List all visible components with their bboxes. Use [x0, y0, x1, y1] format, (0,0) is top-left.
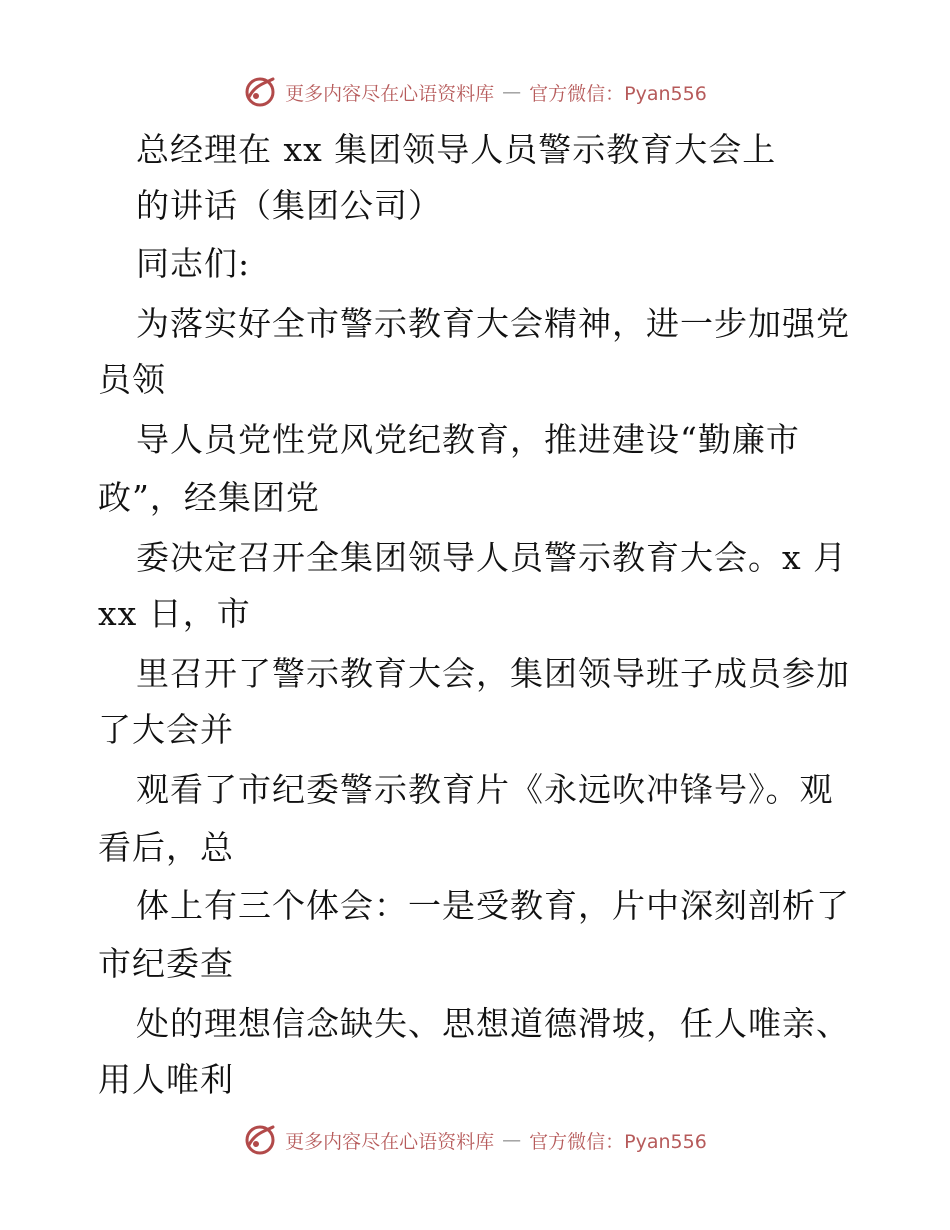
- text-line: 为落实好全市警示教育大会精神，进一步加强党: [136, 304, 850, 343]
- text-line: 用人唯利: [98, 1060, 234, 1099]
- watermark-main-text: 更多内容尽在心语资料库: [285, 1130, 495, 1153]
- watermark-logo-icon: [243, 75, 277, 109]
- text-line: 里召开了警示教育大会，集团领导班子成员参加: [136, 654, 850, 693]
- footer-watermark: [0, 1120, 950, 1160]
- text-line: 同志们:: [136, 244, 251, 283]
- text-line: 委决定召开全集团领导人员警示教育大会。x 月: [136, 538, 848, 577]
- text-line: 总经理在 xx 集团领导人员警示教育大会上: [136, 130, 777, 169]
- watermark-main-text: 更多内容尽在心语资料库: [285, 82, 495, 105]
- header-watermark: [0, 72, 950, 112]
- watermark-sub-text: 官方微信：Pyan556: [529, 1130, 707, 1153]
- text-line: 看后，总: [98, 828, 234, 867]
- watermark-logo-icon: [243, 1123, 277, 1157]
- text-line: 员领: [98, 360, 166, 399]
- watermark-sub-text: 官方微信：Pyan556: [529, 82, 707, 105]
- text-line: xx 日，市: [98, 594, 251, 633]
- text-line: 观看了市纪委警示教育片《永远吹冲锋号》。观: [136, 770, 834, 809]
- text-line: 的讲话（集团公司）: [136, 186, 442, 225]
- text-line: 政”，经集团党: [98, 478, 320, 517]
- watermark-dash: —: [502, 81, 522, 103]
- text-line: 了大会并: [98, 710, 234, 749]
- watermark-dash: —: [502, 1129, 522, 1151]
- text-line: 体上有三个体会：一是受教育，片中深刻剖析了: [136, 886, 850, 925]
- text-line: 导人员党性党风党纪教育，推进建设“勤廉市: [136, 420, 800, 459]
- text-line: 市纪委查: [98, 944, 234, 983]
- text-line: 处的理想信念缺失、思想道德滑坡，任人唯亲、: [136, 1004, 850, 1043]
